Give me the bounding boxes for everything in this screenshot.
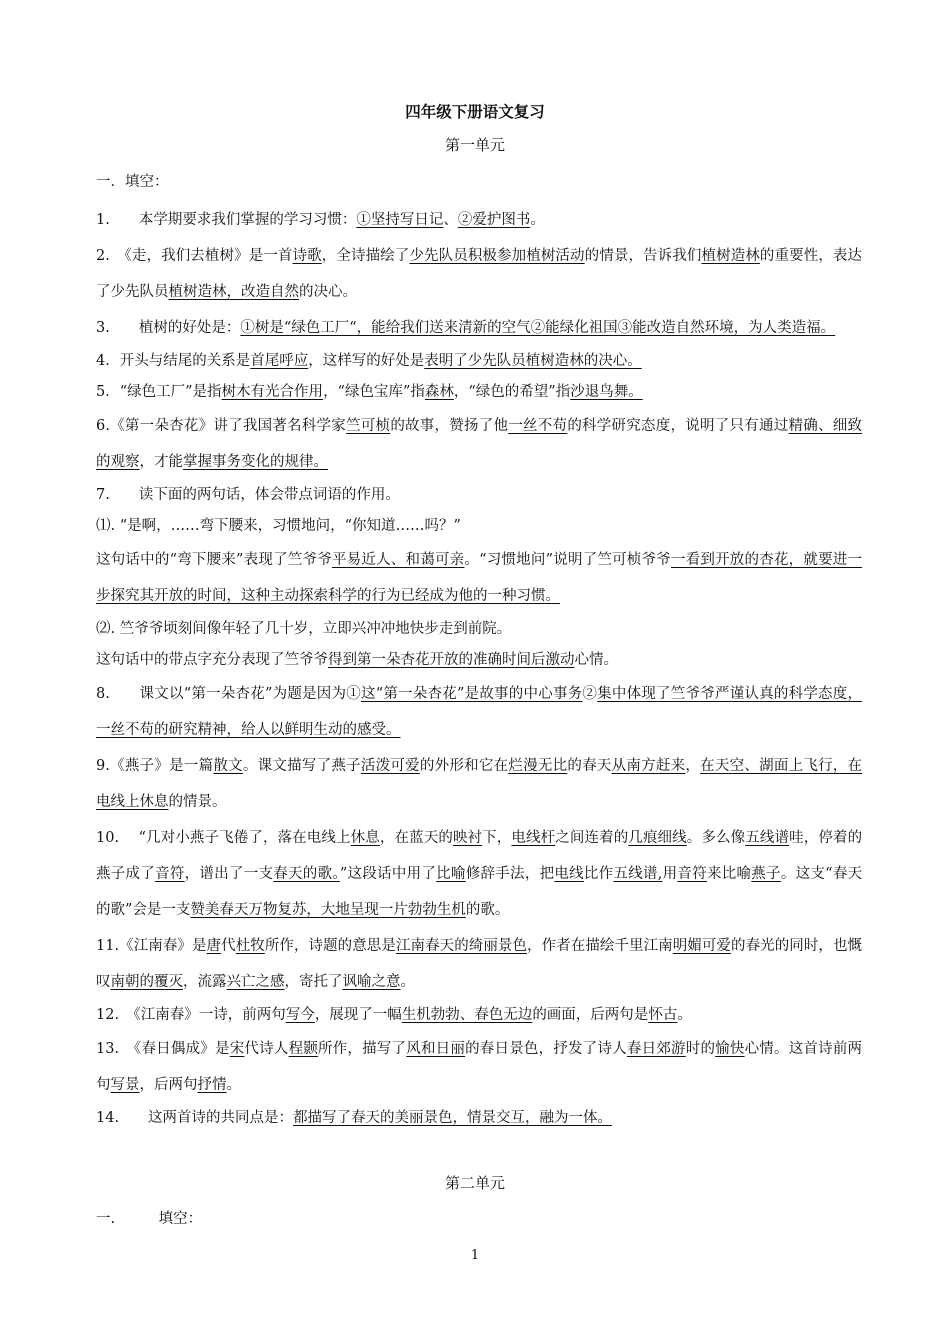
answer-text: 集中体现了竺爷爷严谨认真的科学态度，一丝不苟的研究精神，给人以鲜明生动的感受。 bbox=[96, 686, 863, 738]
question-text: ，全诗描绘了 bbox=[321, 248, 410, 264]
answer-text: 春日郊游 bbox=[626, 1041, 686, 1057]
answer-text: 愉快 bbox=[715, 1041, 745, 1057]
question-text: ② bbox=[582, 686, 598, 702]
page-number: 1 bbox=[470, 1248, 480, 1263]
answer-text: 燕子 bbox=[751, 866, 781, 882]
question-text: 所作，诗题的意思是 bbox=[264, 938, 396, 954]
question-text: 。“习惯地问”说明了竺可桢爷爷 bbox=[464, 552, 671, 568]
answer-text: 表明了少先队员植树造林的决心。 bbox=[424, 353, 642, 369]
question-text: 时的 bbox=[685, 1041, 716, 1057]
question-text: 的科学研究态度，说明了只有通过 bbox=[567, 418, 789, 434]
question-text: 的春天 bbox=[567, 758, 612, 774]
answer-text: 沙退鸟舞。 bbox=[570, 384, 643, 400]
answer-text: 写今 bbox=[285, 1007, 315, 1023]
answer-text: 江南春天的绮丽景色 bbox=[395, 938, 528, 954]
answer-text: 一丝不苟 bbox=[508, 418, 568, 434]
question-item bbox=[96, 408, 862, 480]
question-list bbox=[96, 202, 862, 1134]
question-text: 这句话中的带点字充分表现了竺爷爷 bbox=[96, 652, 328, 668]
question-item bbox=[96, 346, 862, 377]
question-item bbox=[96, 928, 862, 1000]
answer-text: 树木有光合作用 bbox=[221, 384, 324, 400]
question-text: ，才能 bbox=[139, 454, 183, 470]
question-text: 用 bbox=[662, 866, 678, 882]
question-text: ，这样写的好处是 bbox=[308, 353, 425, 369]
question-item bbox=[96, 511, 862, 542]
question-text: ，谱出了一支 bbox=[184, 866, 274, 882]
question-item bbox=[96, 614, 862, 645]
answer-text: 电线杆 bbox=[511, 830, 556, 846]
question-text: ， bbox=[685, 758, 701, 774]
answer-text: 风和日丽 bbox=[406, 1041, 466, 1057]
answer-text: 精确、细致的观察 bbox=[96, 418, 863, 470]
question-text: ⑵. 竺爷爷顷刻间像年轻了几十岁，立即兴冲冲地快步走到前院。 bbox=[96, 621, 512, 637]
question-text: ，“绿色的希望”指 bbox=[453, 384, 571, 400]
question-text: 的春光的同时，也慨叹 bbox=[96, 938, 863, 990]
answer-text: 电线 bbox=[554, 866, 584, 882]
question-text: 4．开头与结尾的关系是 bbox=[96, 353, 251, 369]
answer-text: 宋 bbox=[229, 1041, 245, 1057]
unit-heading-1: 第一单元 bbox=[444, 136, 505, 154]
question-text: 、 bbox=[443, 212, 458, 228]
section-heading-fill-blanks-2: 一. 填空： bbox=[96, 1211, 203, 1227]
answer-text: 诗歌 bbox=[292, 248, 322, 264]
answer-text: 五线谱, bbox=[613, 866, 663, 882]
question-text: 12. 《江南春》一诗，前两句 bbox=[96, 1007, 286, 1023]
question-item bbox=[96, 542, 862, 614]
answer-text: 兴亡之感 bbox=[226, 974, 285, 990]
answer-text: 南朝的覆灭 bbox=[110, 974, 183, 990]
question-text: 之间连着的 bbox=[555, 830, 629, 846]
question-text: 。这支“春天的歌”会是一支 bbox=[96, 866, 863, 918]
question-text: ，作者在描绘千里江南 bbox=[527, 938, 673, 954]
question-text: ，在蓝天的 bbox=[379, 830, 453, 846]
answer-text: 生机勃勃、春色无边 bbox=[401, 1007, 533, 1023]
answer-text: 怀古 bbox=[648, 1007, 678, 1023]
question-text: 10. “几对小燕子飞倦了，落在电线上 bbox=[96, 830, 351, 846]
question-item bbox=[96, 820, 862, 928]
question-text: 11.《江南春》是 bbox=[96, 938, 207, 954]
question-text: 的春日景色，抒发了诗人 bbox=[465, 1041, 627, 1057]
question-text: 2. 《走，我们去植树》是一首 bbox=[96, 248, 293, 264]
question-text: 。 bbox=[226, 1077, 241, 1093]
question-item bbox=[96, 238, 862, 310]
question-text: 的情景。 bbox=[168, 794, 227, 810]
answer-text: 杜牧 bbox=[235, 938, 265, 954]
question-text: 。 bbox=[400, 974, 415, 990]
question-text: 。 bbox=[530, 212, 545, 228]
answer-text: 都描写了春天的美丽景色，情景交互，融为一体。 bbox=[293, 1110, 613, 1126]
answer-text: 首尾呼应 bbox=[250, 353, 309, 369]
answer-text: 一看到开放的杏花，就要进一步探究其开放的时间，这种主动探索科学的行为已经成为他的一种习惯。 bbox=[96, 552, 863, 604]
answer-text: 映衬 bbox=[452, 830, 483, 846]
question-text: ⑴. “是啊，……弯下腰来，习惯地问，“你知道……吗？” bbox=[96, 518, 461, 534]
question-text: 13. 《春日偶成》是 bbox=[96, 1041, 230, 1057]
question-text: 哇，停着的燕子成了 bbox=[96, 830, 863, 882]
answer-text: 休息 bbox=[350, 830, 380, 846]
answer-text: ①树是“绿色工厂“，能给我们送来清新的空气②能绿化祖国③能改造自然环境，为人类造福。 bbox=[240, 320, 836, 336]
page-title: 四年级下册语文复习 bbox=[405, 102, 545, 121]
question-text: 3. 植树的好处是： bbox=[96, 320, 241, 336]
question-text: ，展现了一幅 bbox=[314, 1007, 402, 1023]
question-text: ”这段话中用了 bbox=[339, 866, 437, 882]
question-text: 的外形和它在 bbox=[419, 758, 509, 774]
section-heading-fill-blanks: 一．填空： bbox=[96, 174, 169, 190]
answer-text: 讽喻之意 bbox=[342, 974, 401, 990]
question-item bbox=[96, 1000, 862, 1031]
question-text: 代 bbox=[221, 938, 236, 954]
question-text: 。 bbox=[677, 1007, 692, 1023]
answer-text: 几痕细线 bbox=[628, 830, 687, 846]
question-item bbox=[96, 1103, 862, 1134]
question-item bbox=[96, 377, 862, 408]
answer-text: 森林 bbox=[424, 384, 454, 400]
answer-text: 写景 bbox=[110, 1077, 140, 1093]
answer-text: 比喻 bbox=[436, 866, 466, 882]
question-text: 的重要性，表达了少先队员 bbox=[96, 248, 863, 300]
question-text: 的画面，后两句是 bbox=[532, 1007, 649, 1023]
answer-text: 唐 bbox=[206, 938, 222, 954]
answer-text: 抒情 bbox=[197, 1077, 227, 1093]
question-text: 心情。 bbox=[574, 652, 618, 668]
question-text: 的决心。 bbox=[299, 284, 357, 300]
question-item bbox=[96, 748, 862, 820]
answer-text: 音符 bbox=[155, 866, 185, 882]
answer-text: 这“第一朵杏花”是故事的中心事务 bbox=[360, 686, 583, 702]
unit-heading-2: 第二单元 bbox=[444, 1174, 505, 1192]
question-text: 7. 读下面的两句话，体会带点词语的作用。 bbox=[96, 487, 400, 503]
answer-text: 掌握事务变化的规律。 bbox=[183, 454, 328, 470]
question-text: 的故事，赞扬了他 bbox=[390, 418, 509, 434]
question-text: 6.《第一朵杏花》讲了我国著名科学家 bbox=[96, 418, 347, 434]
question-text: ，后两句 bbox=[139, 1077, 198, 1093]
question-text: 。课文描写了燕子 bbox=[242, 758, 361, 774]
answer-text: 植树造林 bbox=[701, 248, 760, 264]
answer-text: 音符 bbox=[677, 866, 707, 882]
question-item bbox=[96, 480, 862, 511]
question-item bbox=[96, 310, 862, 346]
question-text: 修辞手法，把 bbox=[465, 866, 555, 882]
answer-text: 烂漫无比 bbox=[508, 758, 568, 774]
question-text: 9.《燕子》是一篇 bbox=[96, 758, 214, 774]
answer-text: ②爱护图书 bbox=[457, 212, 531, 228]
answer-text: 程颢 bbox=[288, 1041, 318, 1057]
question-text: 下， bbox=[482, 830, 512, 846]
question-text: ，寄托了 bbox=[284, 974, 343, 990]
question-text: 。多么像 bbox=[686, 830, 746, 846]
question-text: 14. 这两首诗的共同点是： bbox=[96, 1110, 294, 1126]
question-text: 1. 本学期要求我们掌握的学习习惯： bbox=[96, 212, 357, 228]
answer-text: 赞美春天万物复苏，大地呈现一片勃勃生机 bbox=[190, 902, 466, 918]
question-text: 这句话中的“弯下腰来”表现了竺爷爷 bbox=[96, 552, 332, 568]
answer-text: 明媚可爱 bbox=[672, 938, 732, 954]
question-item bbox=[96, 645, 862, 676]
answer-text: ①坚持写日记 bbox=[356, 212, 444, 228]
question-item bbox=[96, 1031, 862, 1103]
answer-text: 少先队员积极参加植树活动 bbox=[409, 248, 585, 264]
question-text: 8. 课文以“第一朵杏花”为题是因为① bbox=[96, 686, 361, 702]
question-text: 的情景，告诉我们 bbox=[584, 248, 702, 264]
answer-text: 在天空、湖面上飞行，在电线上休息 bbox=[96, 758, 863, 810]
answer-text: 平易近人、和蔼可亲 bbox=[331, 552, 465, 568]
question-text: 的歌。 bbox=[465, 902, 510, 918]
question-text: ，“绿色宝库”指 bbox=[323, 384, 425, 400]
answer-text: 散文 bbox=[213, 758, 243, 774]
question-text: 5．“绿色工厂”是指 bbox=[96, 384, 222, 400]
answer-text: 得到第一朵杏花开放的准确时间后激动 bbox=[328, 652, 575, 668]
question-item bbox=[96, 202, 862, 238]
question-text: 心情。这首诗前两句 bbox=[96, 1041, 863, 1093]
answer-text: 活泼可爱 bbox=[360, 758, 420, 774]
answer-text: 竺可桢 bbox=[346, 418, 391, 434]
answer-text: 五线谱 bbox=[745, 830, 790, 846]
question-text: ，流露 bbox=[183, 974, 227, 990]
question-item bbox=[96, 676, 862, 748]
question-text: 所作，描写了 bbox=[317, 1041, 407, 1057]
answer-text: 春天的歌。 bbox=[273, 866, 340, 882]
question-text: 代诗人 bbox=[244, 1041, 289, 1057]
answer-text: 从南方赶来 bbox=[611, 758, 686, 774]
question-text: 比作 bbox=[583, 866, 614, 882]
question-text: 来比喻 bbox=[706, 866, 752, 882]
answer-text: 植树造林，改造自然 bbox=[168, 284, 299, 300]
